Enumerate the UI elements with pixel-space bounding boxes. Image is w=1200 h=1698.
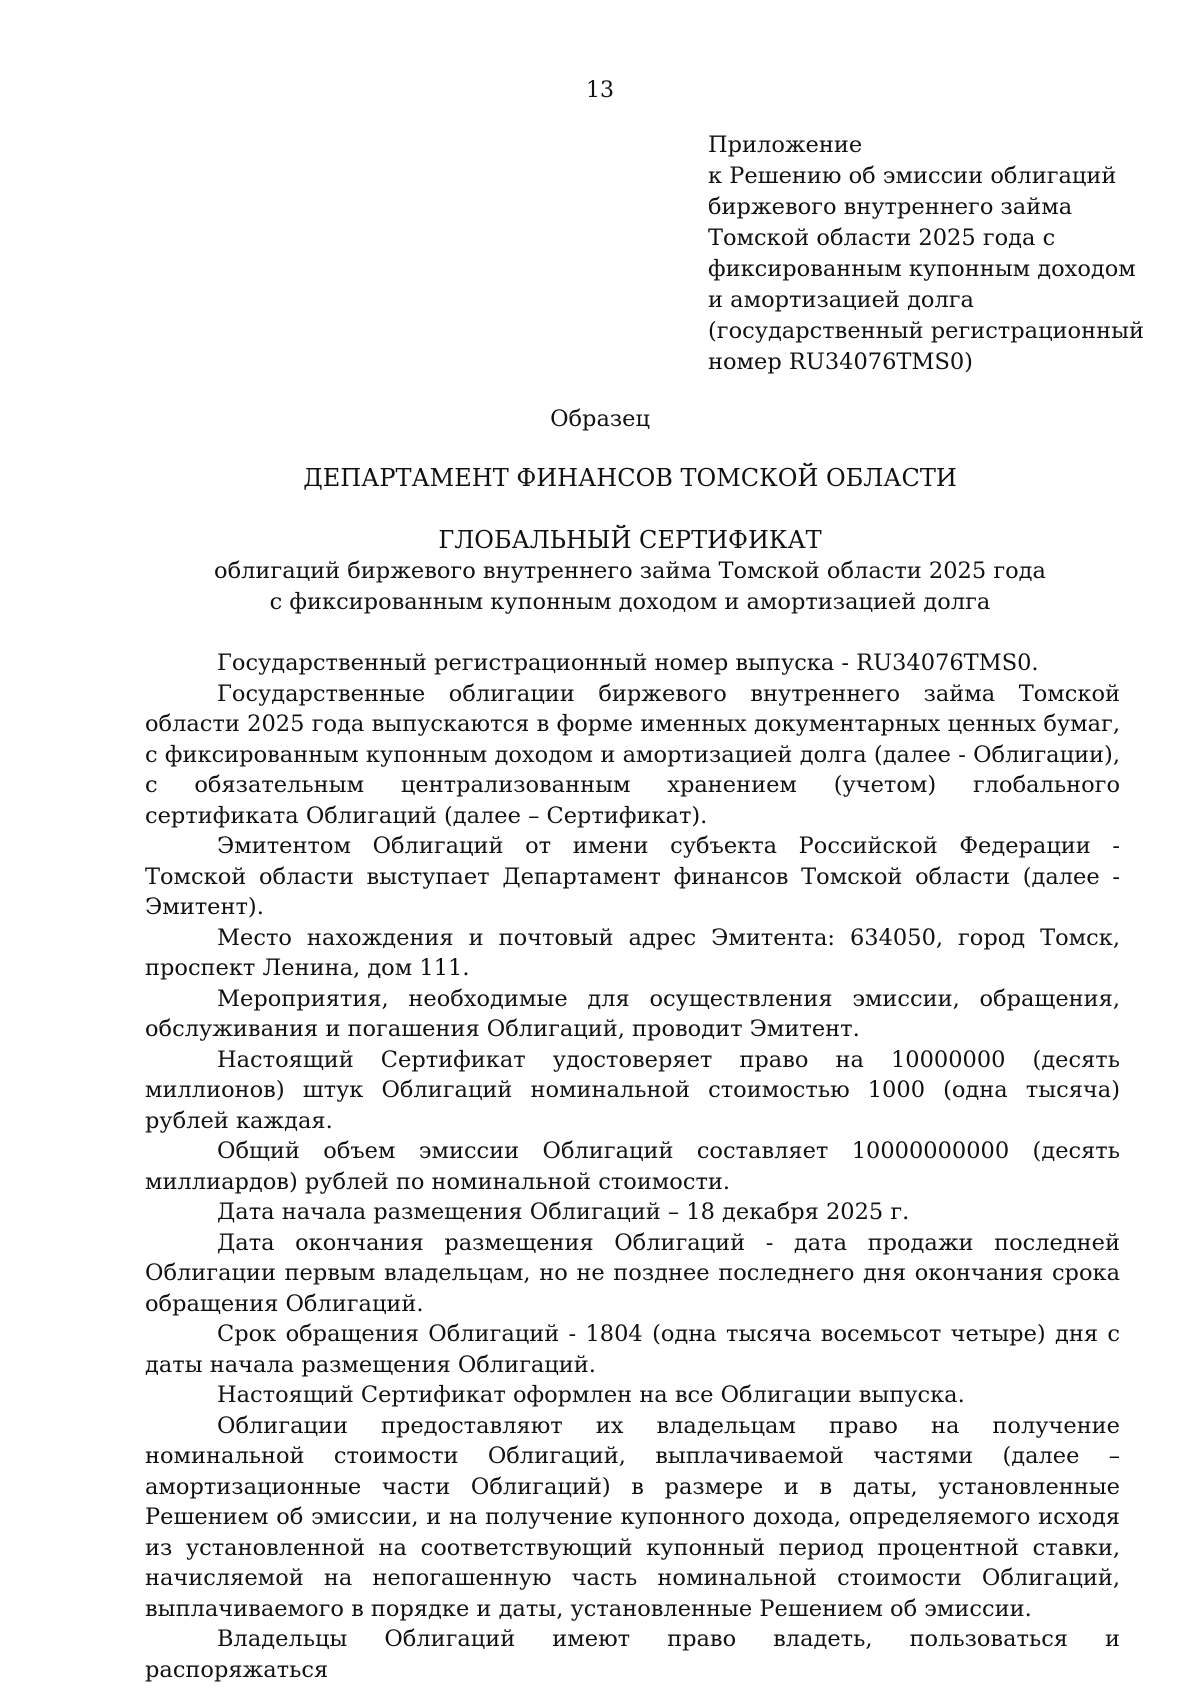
paragraph-holder-rights: Облигации предоставляют их владельцам право на получение номинальной стоимости Облигаций, выплачиваемой частями (далее – амортизационные части Облигаций) в размере и в даты, установленные Решением об эмиссии, и на получение купонного дохода, определяемого исходя из установленной на соответствующий купонный период процентной ставки, начисляемой на непогашенную часть номинальной стоимости Облигаций, выплачиваемого в порядке и даты, установленные Решением об эмиссии. — [145, 1412, 1120, 1622]
appendix-line: Приложение — [708, 132, 863, 158]
paragraph-issuer: Эмитентом Облигаций от имени субъекта Российской Федерации - Томской области выступает Департамент финансов Томской области (далее - Эмитент). — [145, 833, 1120, 920]
appendix-note — [708, 130, 1178, 378]
paragraph-emission-measures: Мероприятия, необходимые для осуществления эмиссии, обращения, обслуживания и погашения Облигаций, проводит Эмитент. — [145, 985, 1120, 1042]
appendix-line: номер RU34076TMS0) — [708, 349, 973, 375]
paragraph-issuer-address: Место нахождения и почтовый адрес Эмитента: 634050, город Томск, проспект Ленина, дом 111. — [145, 924, 1120, 981]
paragraph-bond-form: Государственные облигации биржевого внутреннего займа Томской области 2025 года выпускаются в форме именных документарных ценных бумаг, с фиксированным купонным доходом и амортизацией долга (далее - Облигации), с обязательным централизованным хранением (учетом) глобального сертификата Облигаций (далее – Сертификат). — [145, 680, 1120, 829]
certificate-subtitle-line: облигаций биржевого внутреннего займа Томской области 2025 года — [214, 558, 1046, 584]
appendix-line: и амортизацией долга — [708, 287, 974, 313]
issuer-title: ДЕПАРТАМЕНТ ФИНАНСОВ ТОМСКОЙ ОБЛАСТИ — [303, 464, 957, 492]
certificate-subtitle-line: с фиксированным купонным доходом и амортизацией долга — [269, 589, 991, 615]
appendix-line: (государственный регистрационный — [708, 318, 1144, 344]
paragraph-certificate-scope: Настоящий Сертификат оформлен на все Облигации выпуска. — [217, 1382, 965, 1408]
certificate-title: ГЛОБАЛЬНЫЙ СЕРТИФИКАТ — [438, 526, 822, 554]
paragraph-holder-ownership: Владельцы Облигаций имеют право владеть, пользоваться и распоряжаться — [145, 1626, 1120, 1683]
appendix-line: к Решению об эмиссии облигаций — [708, 163, 1117, 189]
appendix-line: фиксированным купонным доходом — [708, 256, 1136, 282]
sample-label: Образец — [550, 406, 650, 432]
appendix-line: биржевого внутреннего займа — [708, 194, 1073, 220]
page-number: 13 — [586, 78, 614, 103]
appendix-line: Томской области 2025 года с — [708, 225, 1056, 251]
paragraph-emission-volume: Общий объем эмиссии Облигаций составляет 10000000000 (десять миллиардов) рублей по номинальной стоимости. — [145, 1138, 1120, 1195]
certificate-body — [145, 648, 1120, 1685]
paragraph-bond-quantity: Настоящий Сертификат удостоверяет право на 10000000 (десять миллионов) штук Облигаций номинальной стоимостью 1000 (одна тысяча) рублей каждая. — [145, 1046, 1120, 1134]
certificate-subtitle — [0, 556, 1200, 618]
paragraph-circulation-term: Срок обращения Облигаций - 1804 (одна тысяча восемьсот четыре) дня с даты начала размещения Облигаций. — [145, 1321, 1120, 1378]
paragraph-placement-end: Дата окончания размещения Облигаций - дата продажи последней Облигации первым владельцам, но не позднее последнего дня окончания срока обращения Облигаций. — [145, 1229, 1120, 1317]
paragraph-placement-start: Дата начала размещения Облигаций – 18 декабря 2025 г. — [217, 1199, 910, 1225]
paragraph-registration-number: Государственный регистрационный номер выпуска - RU34076TMS0. — [217, 650, 1039, 676]
